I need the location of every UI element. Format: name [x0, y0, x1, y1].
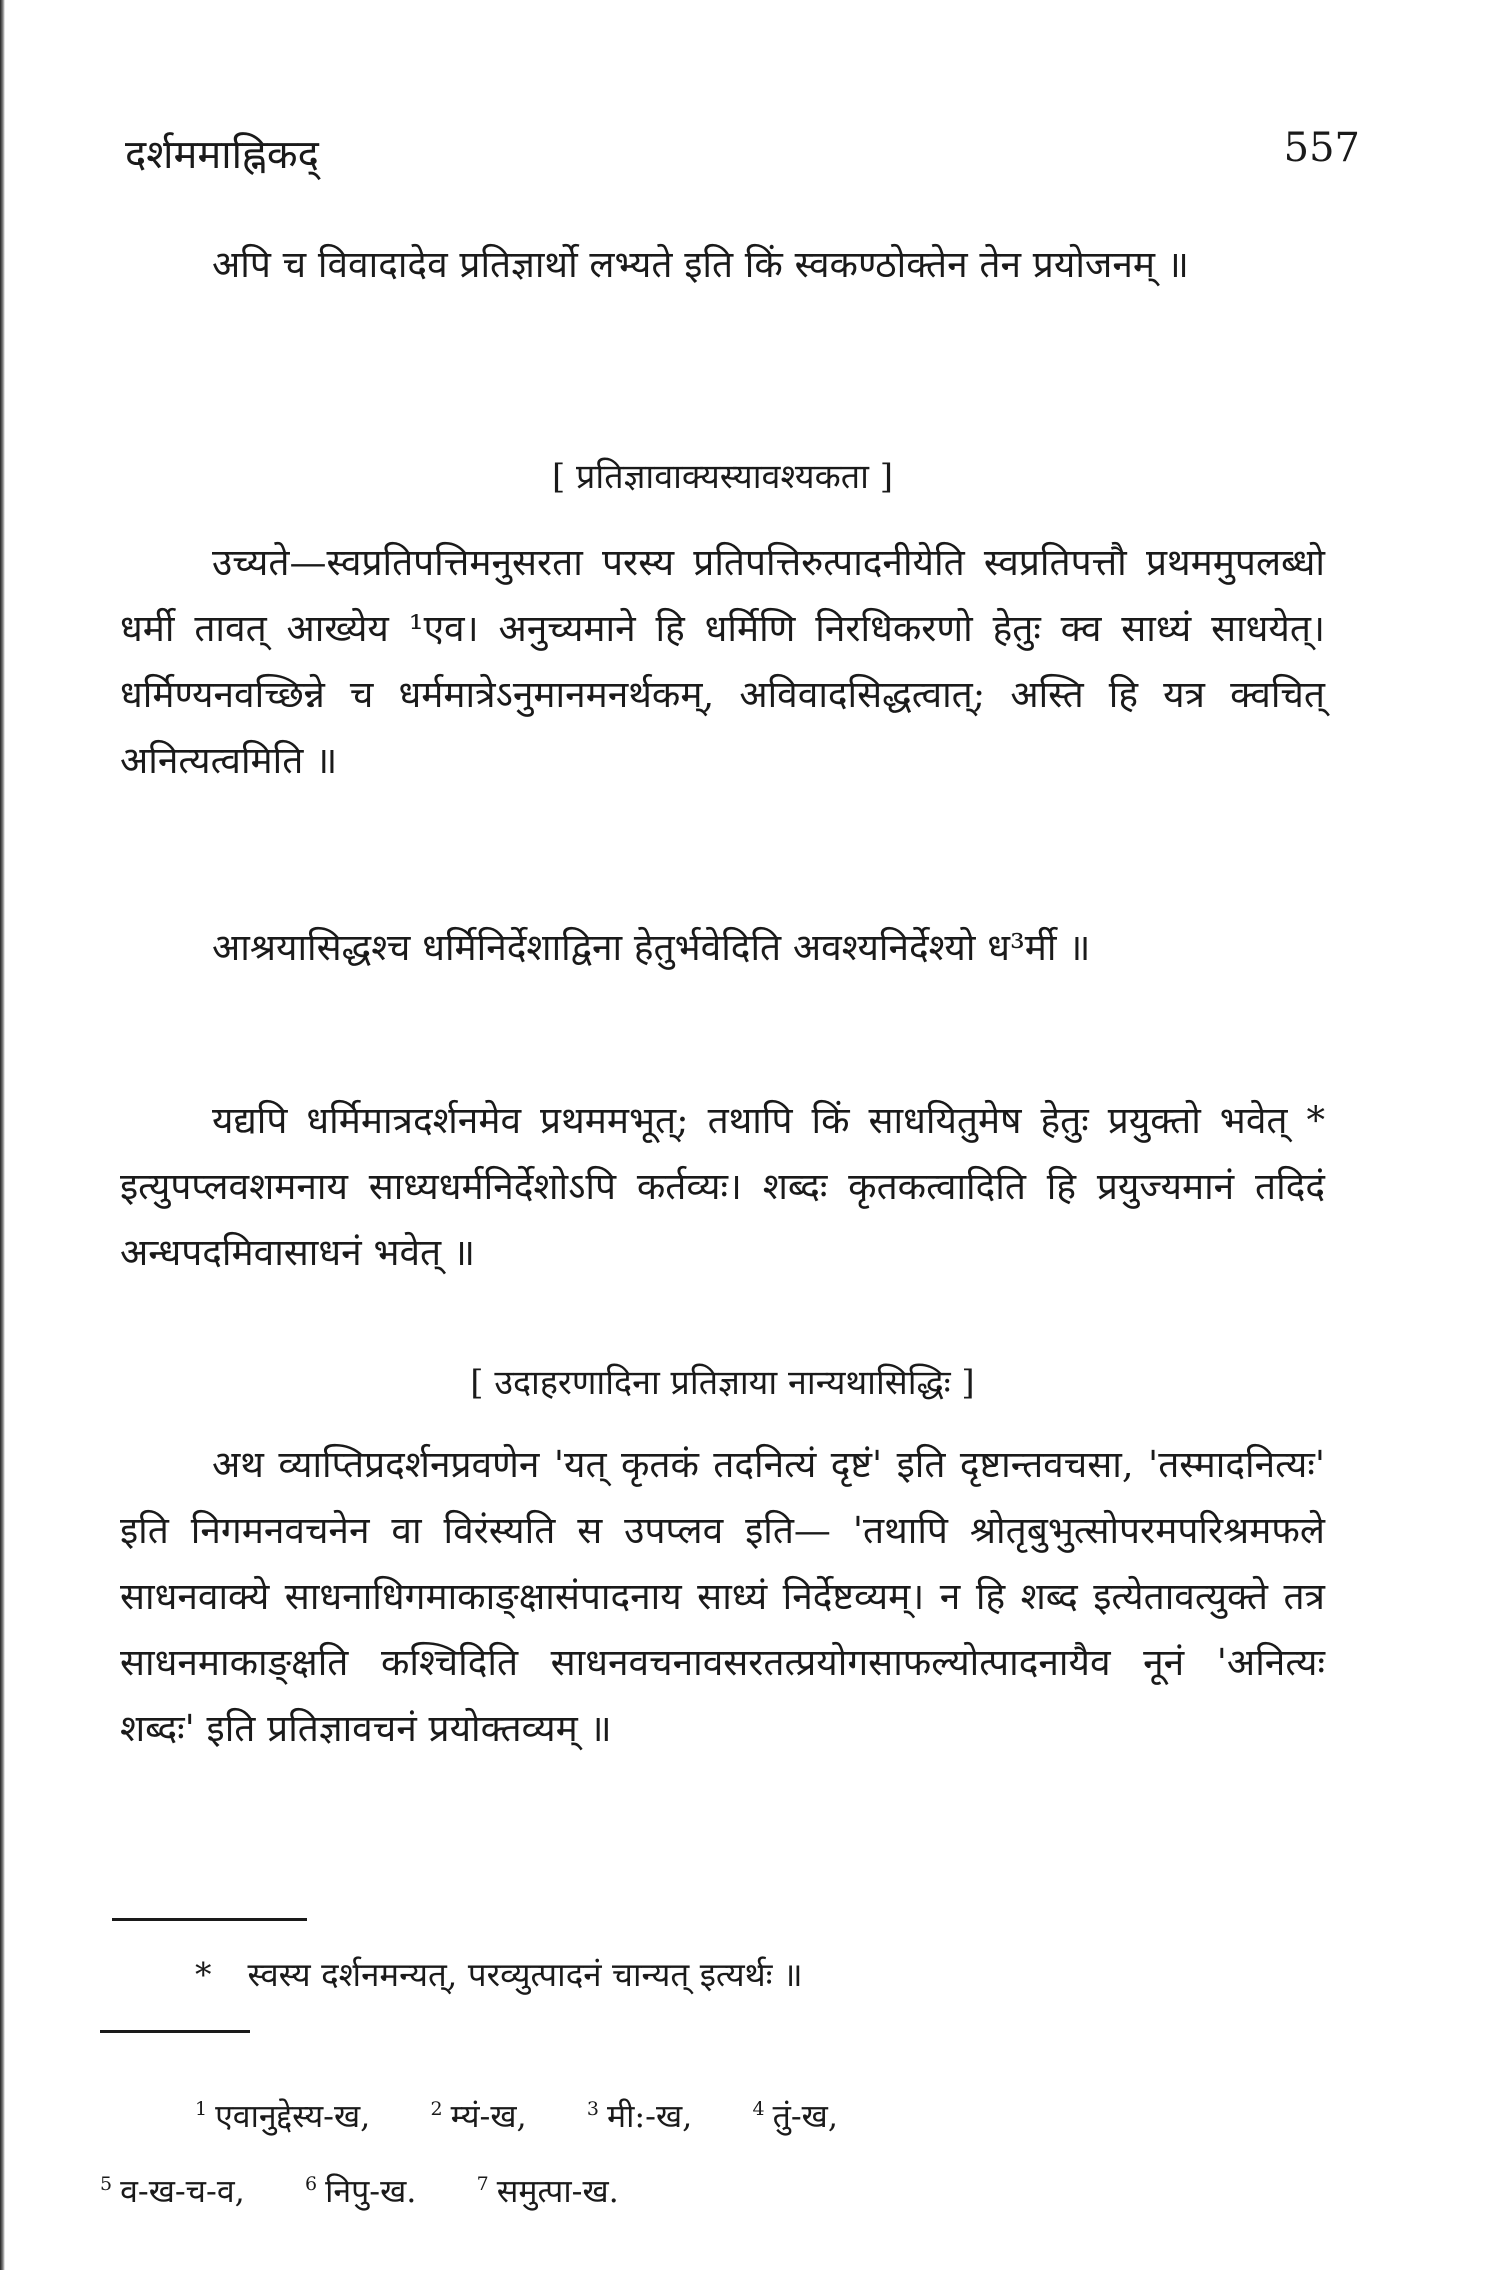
paragraph-5: अथ व्याप्तिप्रदर्शनप्रवणेन 'यत् कृतकं तदनित्यं दृष्टं' इति दृष्टान्तवचसा, 'तस्मादनित्यः' इति निगमनवचनेन वा विरंस्यति स उपप्लव इति— 'तथापि श्रोतृबुभुत्सोपरमपरिश्रमफले साधनवाक्ये साधनाधिगमाकाङ्क्षासंपादनाय साध्यं निर्देष्टव्यम्। न हि शब्द इत्येतावत्युक्ते तत्र साधनमाकाङ्क्षति कश्चिदिति साधनवचनावसरतत्प्रयोगसाफल्योत्पादनायैव नूनं 'अनित्यः शब्दः' इति प्रतिज्ञावचनं प्रयोक्तव्यम् ॥ [120, 1443, 1325, 1750]
running-header [125, 125, 1360, 185]
variants-row-1 [100, 2075, 1280, 2150]
variant-reading: $^6$ निपु-ख. [304, 2172, 417, 2210]
variant-reading: $^1$ एवानुद्देस्य-ख, [195, 2097, 371, 2135]
paragraph-1: अपि च विवादादेव प्रतिज्ञार्थो लभ्यते इति किं स्वकण्ठोक्तेन तेन प्रयोजनम् ॥ [212, 243, 1189, 286]
variants-row-2 [100, 2150, 1280, 2225]
paragraph-2: उच्यते—स्वप्रतिपत्तिमनुसरता परस्य प्रतिपत्तिरुत्पादनीयेति स्वप्रतिपत्तौ प्रथममुपलब्धो धर्मी तावत् आख्येय ¹एव। अनुच्यमाने हि धर्मिणि निरधिकरणो हेतुः क्व साध्यं साधयेत्। धर्मिण्यनवच्छिन्ने च धर्ममात्रेऽनुमानमनर्थकम्, अविवादसिद्धत्वात्; अस्ति हि यत्र क्वचित् अनित्यत्वमिति ॥ [120, 541, 1325, 782]
running-title: दर्शममाह्निकद् [125, 132, 319, 178]
variants-rule [100, 2030, 250, 2033]
footnote-marker: * [195, 1955, 212, 1994]
variant-reading: $^7$ समुत्पा-ख. [476, 2172, 619, 2210]
footnote-text: स्वस्य दर्शनमन्यत्, परव्युत्पादनं चान्यत् इत्यर्थः ॥ [247, 1955, 803, 1994]
section-heading-2: [ उदाहरणादिना प्रतिज्ञाया नान्यथासिद्धिः ] [470, 1363, 975, 1403]
footnote-rule [112, 1918, 307, 1921]
paragraph-4: यद्यपि धर्मिमात्रदर्शनमेव प्रथममभूत्; तथापि किं साधयितुमेष हेतुः प्रयुक्तो भवेत् * इत्युपप्लवशमनाय साध्यधर्मनिर्देशोऽपि कर्तव्यः। शब्दः कृतकत्वादिति हि प्रयुज्यमानं तदिदं अन्धपदमिवासाधनं भवेत् ॥ [120, 1099, 1325, 1274]
paragraph-3: आश्रयासिद्धश्च धर्मिनिर्देशाद्विना हेतुर्भवेदिति अवश्यनिर्देश्यो ध³र्मी ॥ [212, 926, 1091, 969]
variant-reading: $^4$ तुं-ख, [752, 2097, 838, 2135]
section-heading-1: [ प्रतिज्ञावाक्यस्यावश्यकता ] [551, 457, 894, 497]
page-edge-shadow [0, 0, 5, 2270]
footnote [195, 1950, 803, 2000]
variant-readings [100, 2075, 1280, 2225]
variant-reading: $^5$ व-ख-च-व, [100, 2172, 245, 2210]
variant-reading: $^3$ मी:-ख, [586, 2097, 693, 2135]
page-number: 557 [1283, 125, 1360, 171]
variant-reading: $^2$ म्यं-ख, [430, 2097, 527, 2135]
